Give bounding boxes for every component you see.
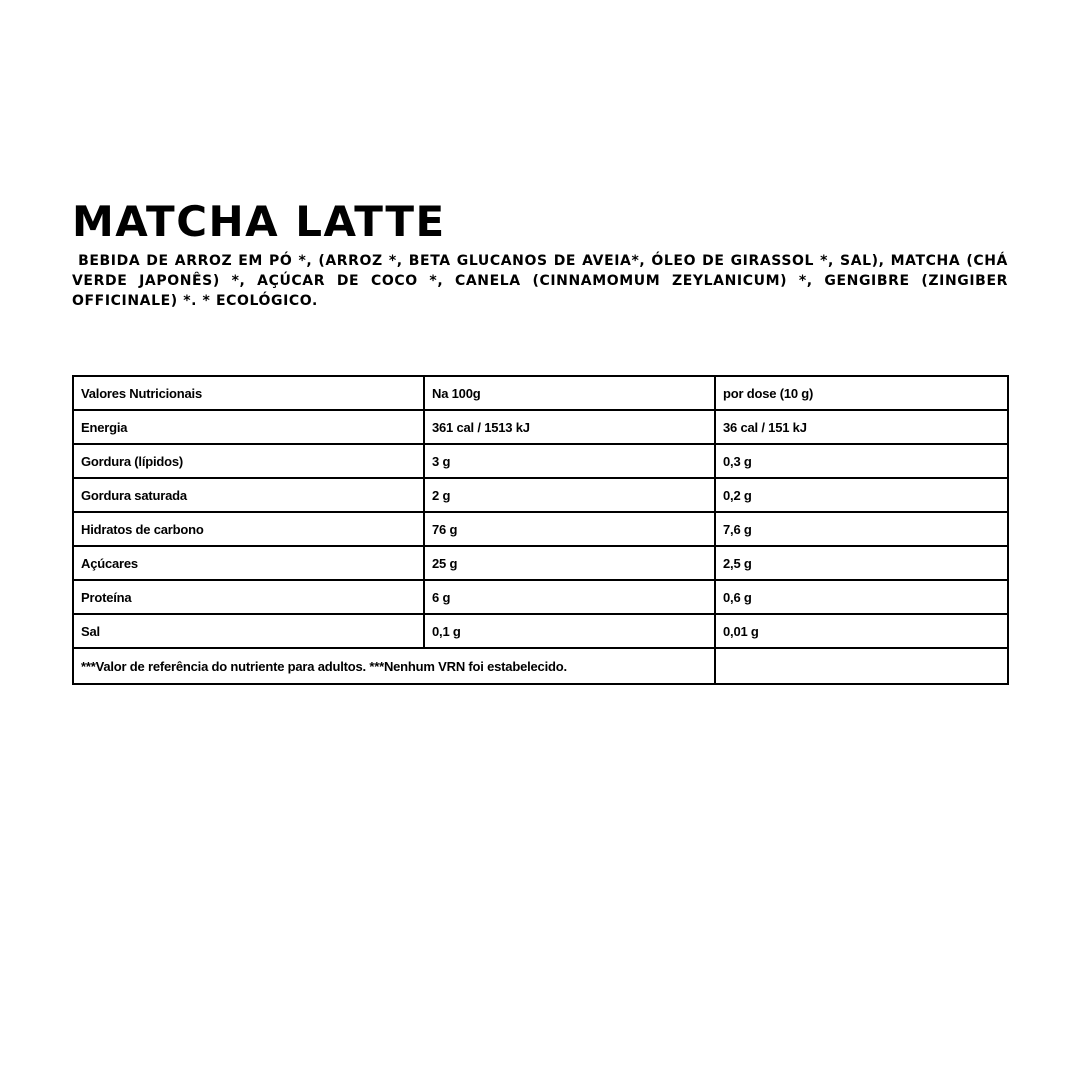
table-row <box>73 444 1008 478</box>
nutrient-name: Energia <box>73 410 424 444</box>
table-row <box>73 614 1008 648</box>
table-row <box>73 410 1008 444</box>
table-row <box>73 512 1008 546</box>
table-row <box>73 546 1008 580</box>
nutrient-name: Gordura (lípidos) <box>73 444 424 478</box>
nutrient-name: Hidratos de carbono <box>73 512 424 546</box>
value-per-dose: 7,6 g <box>715 512 1008 546</box>
table-row <box>73 478 1008 512</box>
value-per-dose: 0,6 g <box>715 580 1008 614</box>
nutrition-table <box>72 375 1009 685</box>
table-footnote-row <box>73 648 1008 684</box>
footnote-cell: ***Valor de referência do nutriente para adultos. ***Nenhum VRN foi estabelecido. <box>73 648 715 684</box>
value-per-100g: 25 g <box>424 546 715 580</box>
product-title: MATCHA LATTE <box>72 197 446 246</box>
value-per-dose: 0,2 g <box>715 478 1008 512</box>
value-per-100g: 361 cal / 1513 kJ <box>424 410 715 444</box>
nutrient-name: Açúcares <box>73 546 424 580</box>
value-per-100g: 2 g <box>424 478 715 512</box>
value-per-100g: 3 g <box>424 444 715 478</box>
table-row <box>73 580 1008 614</box>
value-per-dose: 36 cal / 151 kJ <box>715 410 1008 444</box>
header-cell-per-100g: Na 100g <box>424 376 715 410</box>
value-per-dose: 2,5 g <box>715 546 1008 580</box>
ingredients-text <box>72 251 1008 311</box>
value-per-100g: 6 g <box>424 580 715 614</box>
table-header-row <box>73 376 1008 410</box>
header-cell-label: Valores Nutricionais <box>73 376 424 410</box>
value-per-100g: 76 g <box>424 512 715 546</box>
ingredients-list: BEBIDA DE ARROZ EM PÓ *, (ARROZ *, BETA GLUCANOS DE AVEIA*, ÓLEO DE GIRASSOL *, SAL), MATCHA (CHÁ VERDE JAPONÊS) *, AÇÚCAR DE COCO *, CANELA (CINNAMOMUM ZEYLANICUM) *, GENGIBRE (ZINGIBER OFFICINALE) *. * ECOLÓGICO. <box>72 253 1008 309</box>
footnote-empty-cell <box>715 648 1008 684</box>
value-per-100g: 0,1 g <box>424 614 715 648</box>
nutrient-name: Sal <box>73 614 424 648</box>
header-cell-per-dose: por dose (10 g) <box>715 376 1008 410</box>
value-per-dose: 0,3 g <box>715 444 1008 478</box>
value-per-dose: 0,01 g <box>715 614 1008 648</box>
nutrient-name: Proteína <box>73 580 424 614</box>
nutrient-name: Gordura saturada <box>73 478 424 512</box>
